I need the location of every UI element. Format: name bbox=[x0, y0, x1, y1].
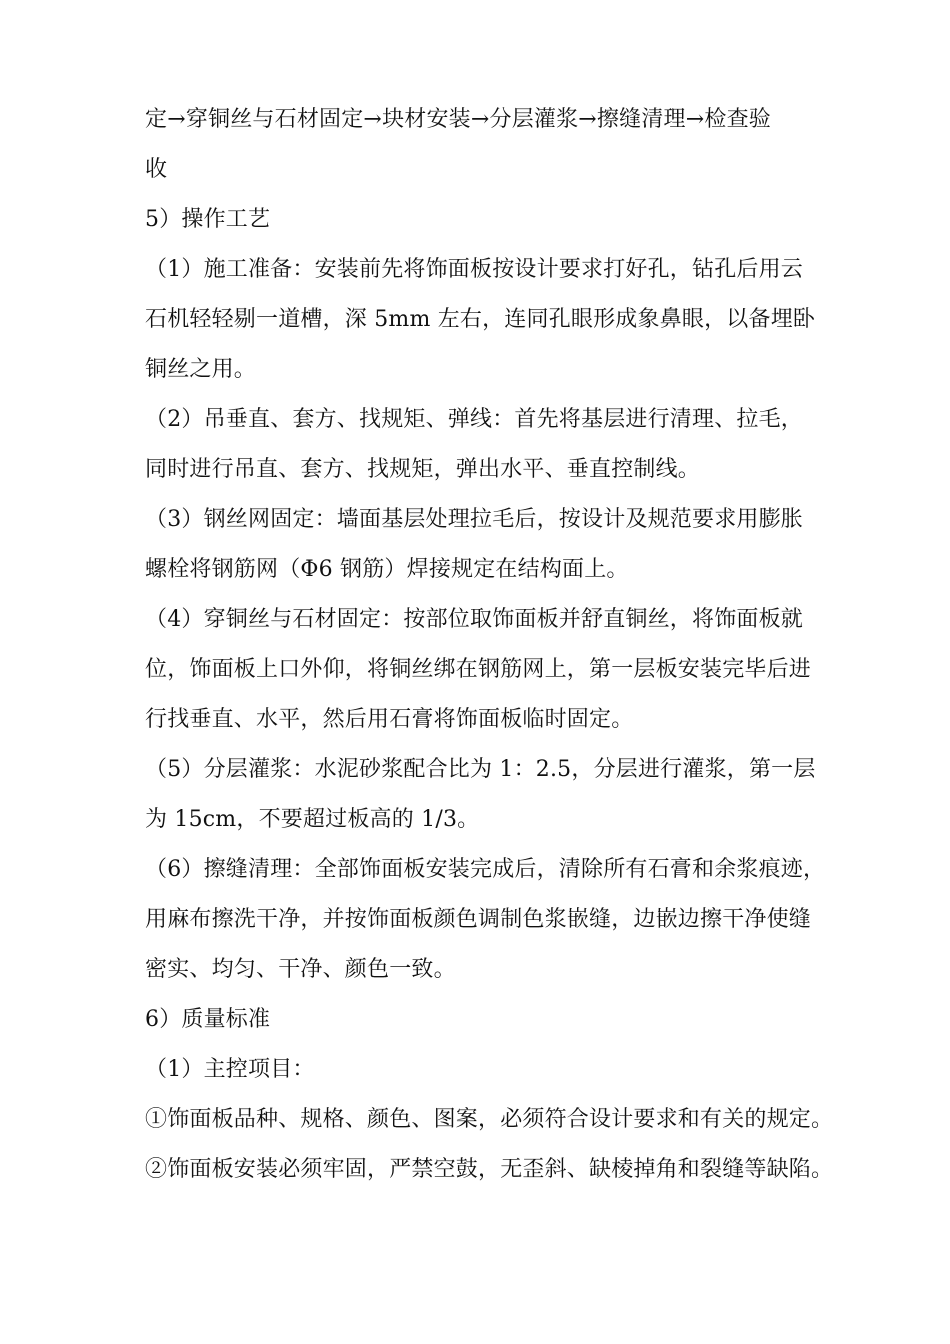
text-line: 定→穿铜丝与石材固定→块材安装→分层灌浆→擦缝清理→检查验 bbox=[145, 107, 771, 132]
section-heading: 6）质量标准 bbox=[145, 1007, 271, 1032]
text-line: 位，饰面板上口外仰，将铜丝绑在钢筋网上，第一层板安装完毕后进 bbox=[145, 657, 812, 682]
text-line: 铜丝之用。 bbox=[145, 357, 257, 382]
text-line: （1）主控项目： bbox=[145, 1057, 315, 1082]
text-line: （2）吊垂直、套方、找规矩、弹线：首先将基层进行清理、拉毛， bbox=[145, 407, 803, 432]
text-line: 螺栓将钢筋网（Φ6 钢筋）焊接规定在结构面上。 bbox=[145, 557, 629, 582]
text-line: （1）施工准备：安装前先将饰面板按设计要求打好孔，钻孔后用云 bbox=[145, 257, 803, 282]
text-line: 用麻布擦洗干净，并按饰面板颜色调制色浆嵌缝，边嵌边擦干净使缝 bbox=[145, 907, 812, 932]
text-line: （5）分层灌浆：水泥砂浆配合比为 1：2.5，分层进行灌浆，第一层 bbox=[145, 757, 816, 782]
text-line: （6）擦缝清理：全部饰面板安装完成后，清除所有石膏和余浆痕迹， bbox=[145, 857, 826, 882]
text-line: 密实、均匀、干净、颜色一致。 bbox=[145, 957, 456, 982]
text-line: 石机轻轻剔一道槽，深 5mm 左右，连同孔眼形成象鼻眼，以备埋卧 bbox=[145, 307, 816, 332]
text-line: 为 15cm，不要超过板高的 1/3。 bbox=[145, 807, 480, 832]
text-line: （4）穿铜丝与石材固定：按部位取饰面板并舒直铜丝，将饰面板就 bbox=[145, 607, 803, 632]
section-heading: 5）操作工艺 bbox=[145, 207, 271, 232]
text-line: （3）钢丝网固定：墙面基层处理拉毛后，按设计及规范要求用膨胀 bbox=[145, 507, 803, 532]
text-line: 行找垂直、水平，然后用石膏将饰面板临时固定。 bbox=[145, 707, 634, 732]
list-item: ①饰面板品种、规格、颜色、图案，必须符合设计要求和有关的规定。 bbox=[145, 1107, 834, 1132]
text-line: 收 bbox=[145, 157, 168, 182]
text-line: 同时进行吊直、套方、找规矩，弹出水平、垂直控制线。 bbox=[145, 457, 701, 482]
list-item: ②饰面板安装必须牢固，严禁空鼓，无歪斜、缺棱掉角和裂缝等缺陷。 bbox=[145, 1157, 834, 1182]
